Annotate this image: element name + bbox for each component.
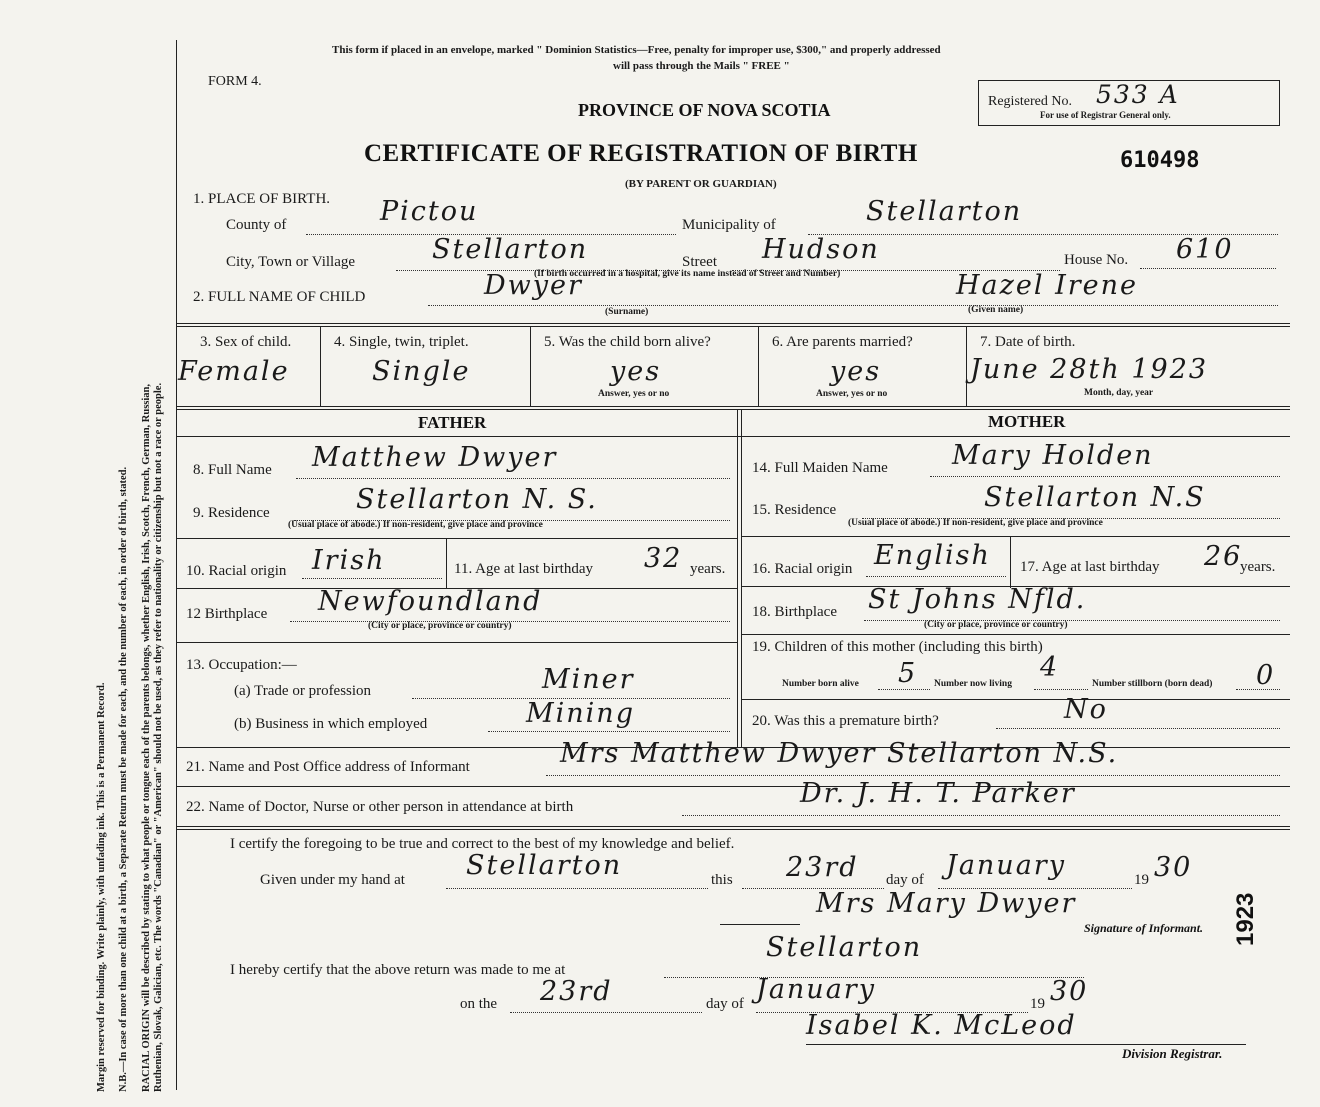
surname-value: Dwyer [484, 270, 583, 301]
registrar-use-note: For use of Registrar General only. [1040, 110, 1171, 120]
certify-year-value: 30 [1154, 852, 1193, 883]
registrar-day-value: 23rd [540, 976, 613, 1007]
mother-abode-caption: (Usual place of abode.) If non-resident, give place and province [848, 518, 1103, 528]
this-label: this [711, 872, 733, 888]
municipality-label: Municipality of [682, 217, 776, 233]
father-age-value: 32 [644, 543, 683, 574]
mother-age-value: 26 [1204, 541, 1243, 572]
form-left-border [176, 40, 177, 1090]
registered-number: 533 A [1096, 80, 1180, 109]
registered-label: Registered No. [988, 94, 1072, 109]
mother-city-caption: (City or place, province or country) [924, 620, 1068, 630]
municipality-value: Stellarton [866, 196, 1023, 227]
nb-note: N.B.—In case of more than one child at a birth, a Separate Return must be made for each, and the number of each, in order of birth, stated. [118, 466, 129, 1092]
house-label: House No. [1064, 252, 1129, 268]
given-under-label: Given under my hand at [260, 872, 405, 888]
mother-name-label: 14. Full Maiden Name [752, 460, 888, 476]
stamp-number: 610498 [1120, 148, 1200, 173]
trade-label: (a) Trade or profession [234, 683, 372, 699]
informant-label: 21. Name and Post Office address of Informant [186, 759, 470, 775]
born-alive-value: yes [610, 356, 662, 387]
registrar-place-value: Stellarton [766, 932, 923, 963]
child-name-label: 2. FULL NAME OF CHILD [193, 289, 366, 305]
racial-note-2: Ruthenian, Slovak, Galician, etc. The words "Canadian" or "American" should not be used, as they refer to nationality or citizenship but not a race or people. [153, 382, 164, 1092]
form-number: FORM 4. [208, 74, 262, 89]
mother-residence-value: Stellarton N.S [984, 482, 1206, 513]
city-label: City, Town or Village [226, 254, 356, 270]
place-of-birth-label: 1. PLACE OF BIRTH. [193, 191, 331, 207]
mother-racial-label: 16. Racial origin [752, 561, 853, 577]
certify-day-value: 23rd [786, 852, 859, 883]
postal-notice-line2: will pass through the Mails " FREE " [613, 60, 790, 72]
certify-statement: I certify the foregoing to be true and correct to the best of my knowledge and belief. [230, 836, 735, 852]
racial-note-1: RACIAL ORIGIN will be described by stating to what people or tongue each of the parents belongs, whether English, Irish, Scotch, French, German, Russian, [141, 383, 152, 1092]
mother-age-label: 17. Age at last birthday [1020, 559, 1160, 575]
given-name-caption: (Given name) [968, 305, 1024, 315]
born-alive-caption: Answer, yes or no [598, 389, 670, 399]
mother-residence-label: 15. Residence [752, 502, 837, 518]
born-alive-count-caption: Number born alive [782, 679, 859, 689]
children-label: 19. Children of this mother (including this birth) [752, 639, 1043, 655]
certificate-subtitle: (BY PARENT OR GUARDIAN) [625, 178, 777, 190]
registrar-day-label: day of [706, 996, 744, 1012]
business-value: Mining [526, 698, 635, 729]
doctor-value: Dr. J. H. T. Parker [800, 778, 1076, 809]
mother-name-value: Mary Holden [952, 440, 1154, 471]
margin-note: Margin reserved for binding. Write plainly, with unfading ink. This is a Permanent Record. [96, 682, 107, 1092]
father-name-label: 8. Full Name [193, 462, 272, 478]
sex-value: Female [178, 356, 290, 387]
registrar-signature: Isabel K. McLeod [806, 1010, 1077, 1041]
father-residence-value: Stellarton N. S. [356, 484, 598, 515]
business-label: (b) Business in which employed [234, 716, 428, 732]
born-alive-label: 5. Was the child born alive? [544, 334, 711, 350]
city-value: Stellarton [432, 234, 589, 265]
house-value: 610 [1176, 234, 1234, 265]
registrar-caption: Division Registrar. [1122, 1046, 1223, 1061]
mother-racial-value: English [874, 540, 991, 571]
father-residence-label: 9. Residence [193, 505, 270, 521]
postal-notice-line1: This form if placed in an envelope, marked " Dominion Statistics—Free, penalty for improper use, $300," and properly addressed [332, 44, 941, 56]
mother-heading: MOTHER [988, 412, 1066, 431]
father-birthplace-label: 12 Birthplace [186, 606, 268, 622]
father-city-caption: (City or place, province or country) [368, 621, 512, 631]
father-name-value: Matthew Dwyer [312, 442, 558, 473]
certify-day-label: day of [886, 872, 924, 888]
stamp-year: 1923 [1232, 892, 1259, 946]
now-living-caption: Number now living [934, 679, 1012, 689]
mother-birthplace-label: 18. Birthplace [752, 604, 837, 620]
certificate-title: CERTIFICATE OF REGISTRATION OF BIRTH [364, 140, 918, 167]
on-the-label: on the [460, 996, 498, 1012]
premature-value: No [1064, 694, 1108, 725]
mother-birthplace-value: St Johns Nfld. [868, 584, 1087, 615]
father-racial-value: Irish [312, 545, 386, 576]
county-value: Pictou [380, 196, 479, 227]
certify-year-prefix: 19 [1134, 872, 1149, 888]
parents-married-label: 6. Are parents married? [772, 334, 913, 350]
birth-date-value: June 28th 1923 [970, 354, 1209, 385]
registrar-statement: I hereby certify that the above return was made to me at [230, 962, 566, 978]
occupation-label: 13. Occupation:— [186, 657, 297, 673]
informant-signature-caption: Signature of Informant. [1084, 921, 1204, 935]
registrar-month-value: January [756, 974, 876, 1005]
hospital-note: (If birth occurred in a hospital, give its name instead of Street and Number) [534, 269, 841, 279]
trade-value: Miner [542, 664, 635, 695]
father-abode-caption: (Usual place of abode.) If non-resident, give place and province [288, 520, 543, 530]
plurality-label: 4. Single, twin, triplet. [334, 334, 469, 350]
doctor-label: 22. Name of Doctor, Nurse or other person in attendance at birth [186, 799, 574, 815]
street-value: Hudson [762, 234, 880, 265]
stillborn-count: 0 [1256, 660, 1276, 691]
registrar-year-value: 30 [1050, 976, 1089, 1007]
province-heading: PROVINCE OF NOVA SCOTIA [578, 100, 831, 120]
street-label: Street [682, 254, 717, 270]
stillborn-caption: Number stillborn (born dead) [1092, 679, 1213, 689]
now-living-count: 4 [1040, 652, 1060, 683]
father-heading: FATHER [418, 413, 487, 432]
parents-married-caption: Answer, yes or no [816, 389, 888, 399]
sex-label: 3. Sex of child. [200, 334, 292, 350]
parents-married-value: yes [830, 356, 882, 387]
birth-date-label: 7. Date of birth. [980, 334, 1076, 350]
given-name-value: Hazel Irene [956, 270, 1138, 301]
informant-signature: Mrs Mary Dwyer [816, 888, 1077, 919]
mother-years-label: years. [1240, 559, 1276, 575]
father-age-label: 11. Age at last birthday [454, 561, 593, 577]
father-racial-label: 10. Racial origin [186, 563, 287, 579]
registrar-year-prefix: 19 [1030, 996, 1045, 1012]
plurality-value: Single [372, 356, 471, 387]
father-birthplace-value: Newfoundland [318, 586, 543, 617]
informant-value: Mrs Matthew Dwyer Stellarton N.S. [560, 738, 1119, 769]
certify-month-value: January [946, 850, 1066, 881]
surname-caption: (Surname) [605, 307, 649, 317]
county-label: County of [226, 217, 287, 233]
birth-date-caption: Month, day, year [1084, 388, 1154, 398]
given-place-value: Stellarton [466, 850, 623, 881]
father-years-label: years. [690, 561, 726, 577]
born-alive-count: 5 [898, 658, 918, 689]
premature-label: 20. Was this a premature birth? [752, 713, 939, 729]
